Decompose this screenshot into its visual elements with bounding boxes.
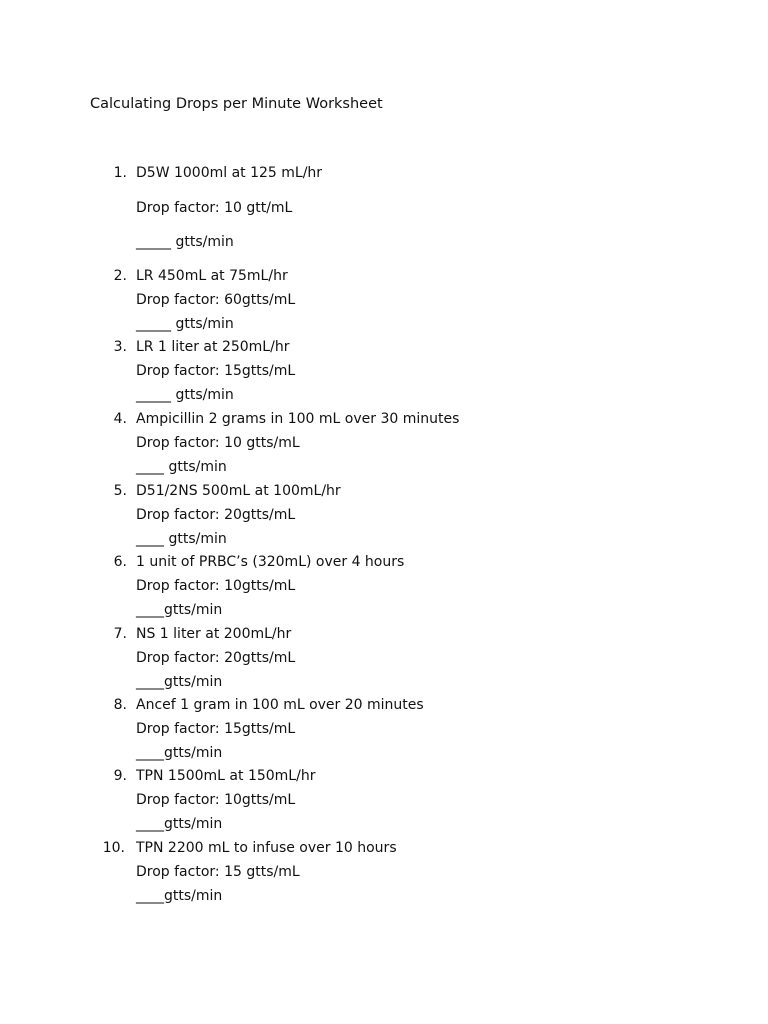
problem-drop-factor: Drop factor: 10gtts/mL [136,792,296,808]
problem-order: Ancef 1 gram in 100 mL over 20 minutes [136,697,424,713]
problem-drop-factor: Drop factor: 10 gtts/mL [136,435,300,451]
problem-drop-factor: Drop factor: 60gtts/mL [136,292,296,308]
problem-answer-blank: _____ gtts/min [136,387,234,403]
problem-answer-blank: ____gtts/min [136,674,223,690]
problem-drop-factor: Drop factor: 15gtts/mL [136,721,296,737]
problem-drop-factor: Drop factor: 15 gtts/mL [136,864,300,880]
problem-order: 1 unit of PRBC’s (320mL) over 4 hours [136,554,405,570]
problem-order: LR 450mL at 75mL/hr [136,268,288,284]
problem-answer-blank: ____gtts/min [136,745,223,761]
problem-answer-blank: ____ gtts/min [136,531,227,547]
problem-number: 3. [113,339,127,355]
problem-drop-factor: Drop factor: 10 gtt/mL [136,200,293,216]
problem-answer-blank: ____gtts/min [136,816,223,832]
problem-number: 9. [113,768,127,784]
problem-number: 8. [113,697,127,713]
problem-number: 6. [113,554,127,570]
problem-drop-factor: Drop factor: 15gtts/mL [136,363,296,379]
problem-number: 2. [113,268,127,284]
problem-order: NS 1 liter at 200mL/hr [136,626,292,642]
problem-number: 4. [113,411,127,427]
problem-order: LR 1 liter at 250mL/hr [136,339,290,355]
problem-answer-blank: ____gtts/min [136,602,223,618]
problem-order: D5W 1000ml at 125 mL/hr [136,165,323,181]
worksheet-title: Calculating Drops per Minute Worksheet [90,96,383,112]
problem-answer-blank: _____ gtts/min [136,234,234,250]
problem-answer-blank: _____ gtts/min [136,316,234,332]
problem-drop-factor: Drop factor: 20gtts/mL [136,507,296,523]
problem-answer-blank: ____gtts/min [136,888,223,904]
problem-order: D51/2NS 500mL at 100mL/hr [136,483,341,499]
problem-order: Ampicillin 2 grams in 100 mL over 30 minutes [136,411,460,427]
problem-number: 10. [102,840,125,856]
problem-number: 1. [113,165,127,181]
problem-answer-blank: ____ gtts/min [136,459,227,475]
problem-drop-factor: Drop factor: 10gtts/mL [136,578,296,594]
problem-order: TPN 2200 mL to infuse over 10 hours [136,840,397,856]
problem-drop-factor: Drop factor: 20gtts/mL [136,650,296,666]
problem-order: TPN 1500mL at 150mL/hr [136,768,316,784]
problem-number: 5. [113,483,127,499]
problem-number: 7. [113,626,127,642]
